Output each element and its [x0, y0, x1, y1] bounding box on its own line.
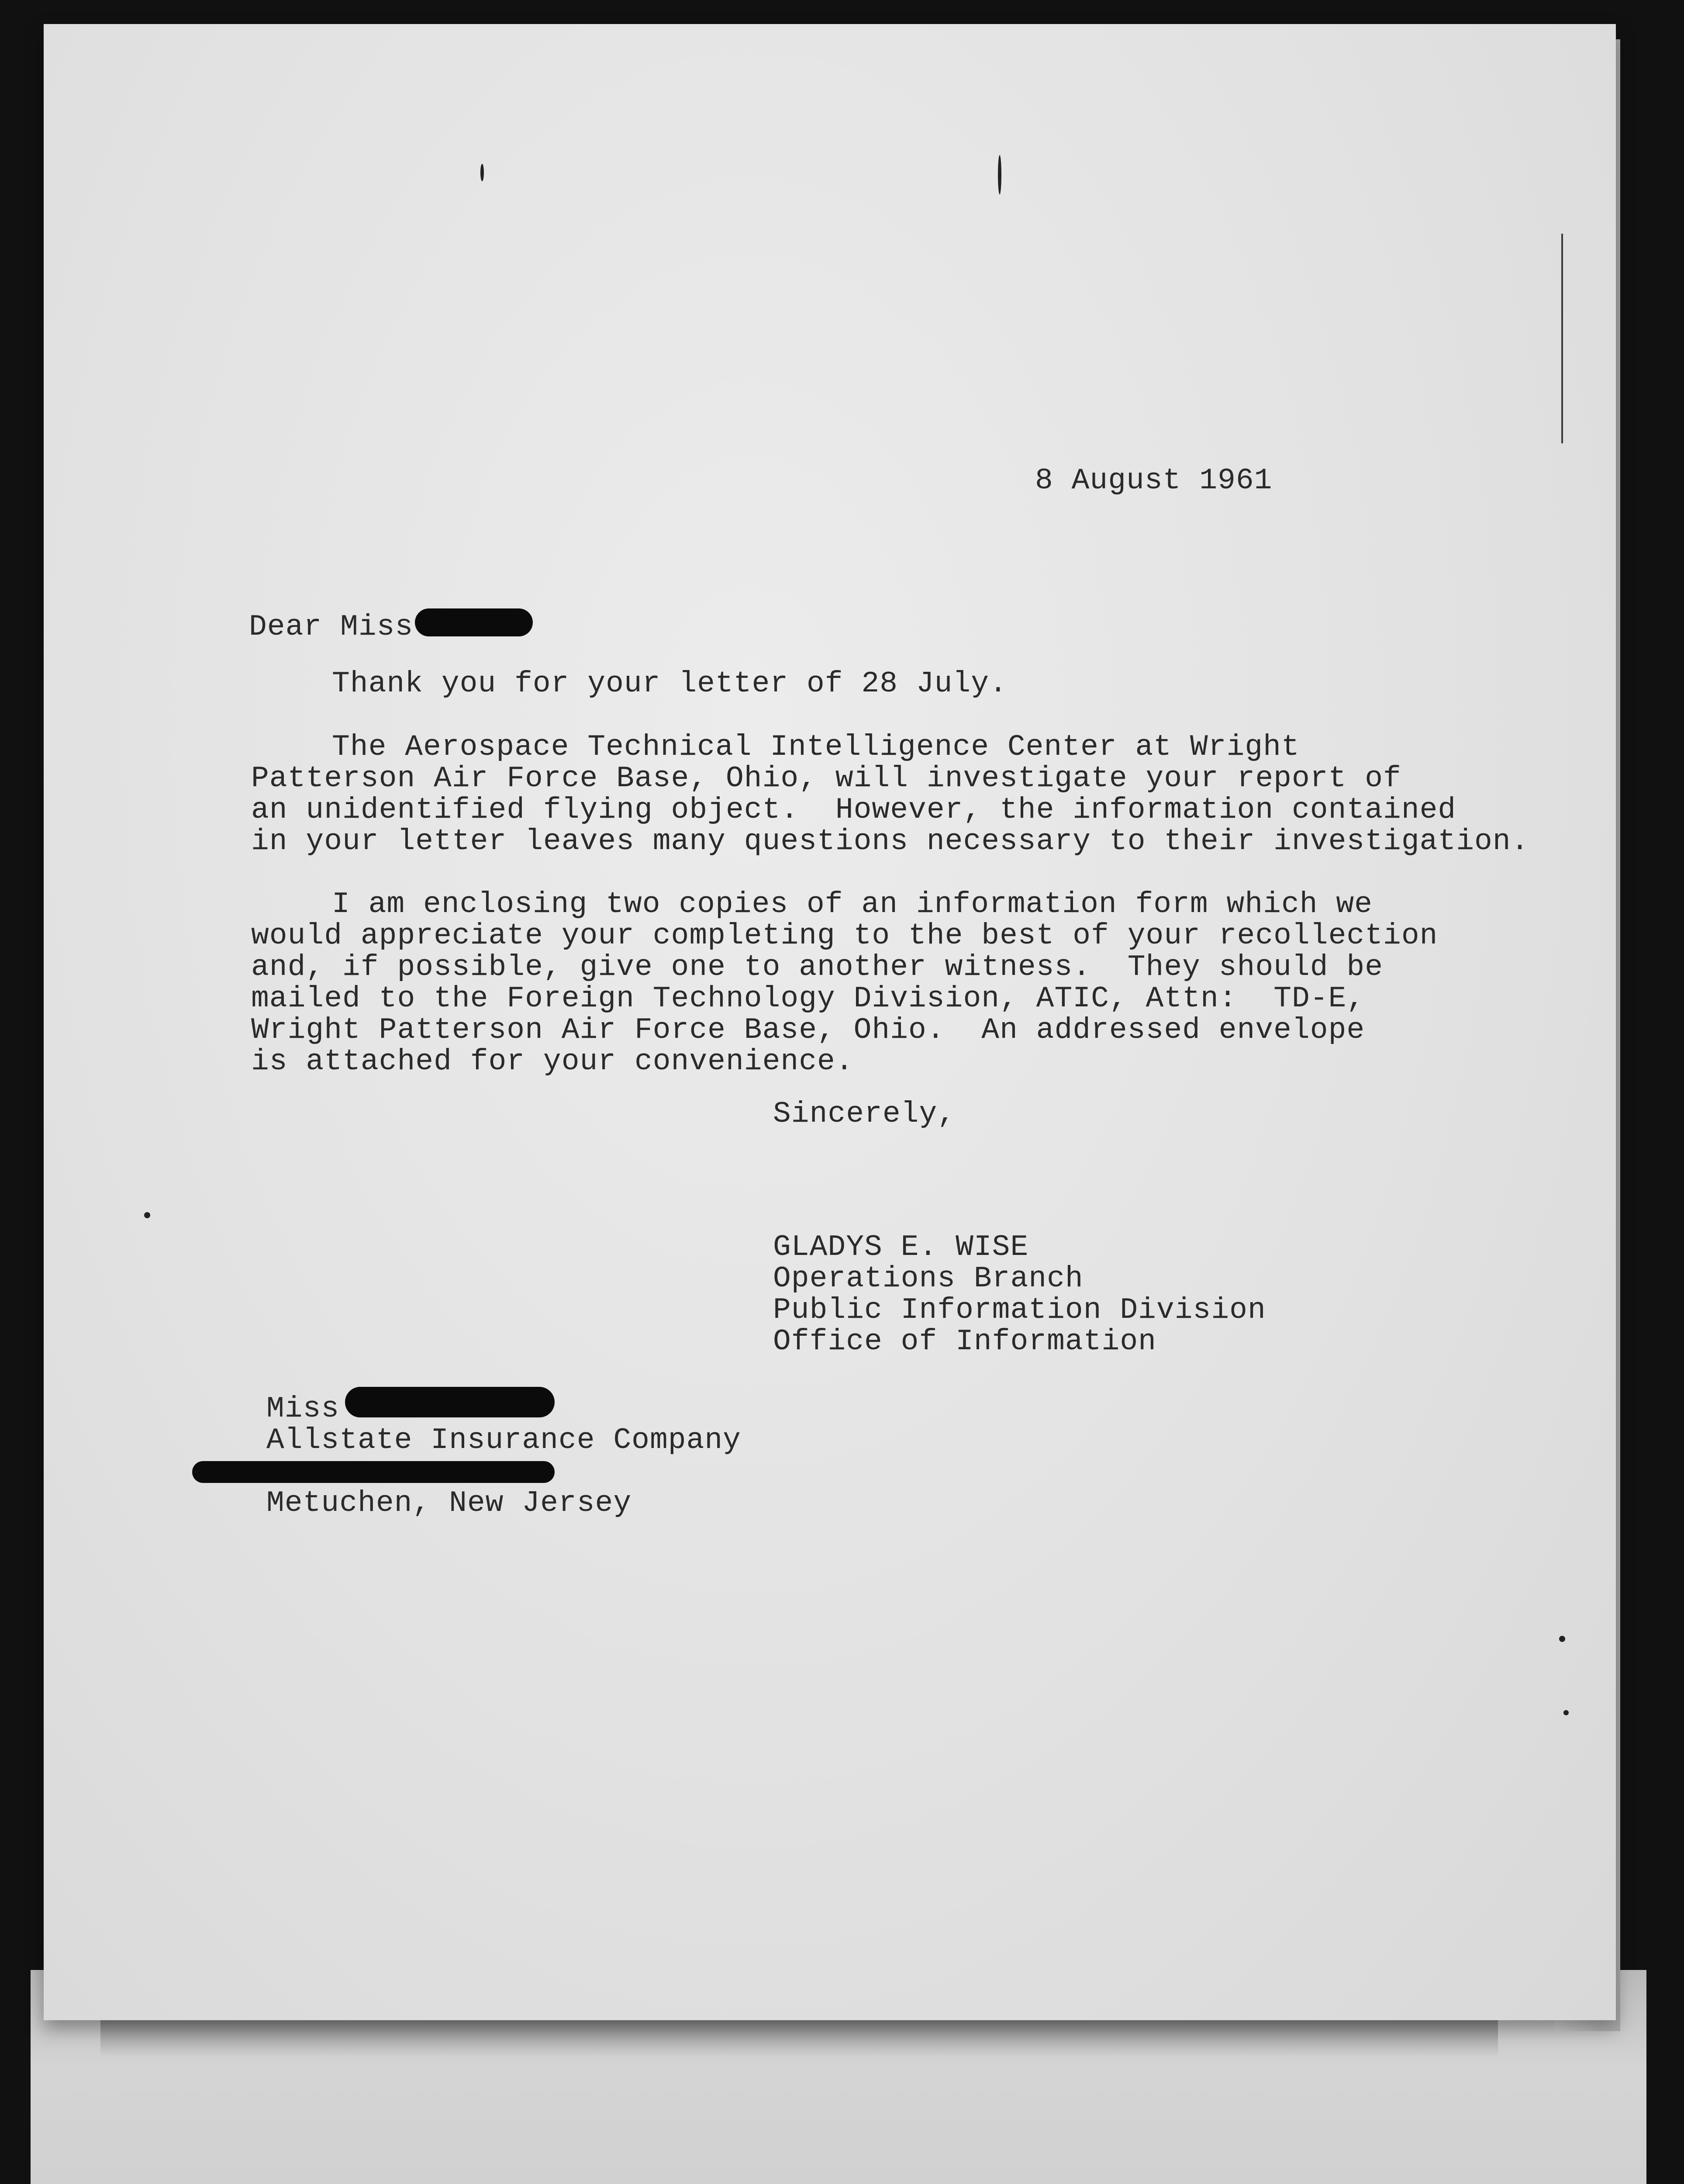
speck: [144, 1212, 150, 1218]
letter-date: 8 August 1961: [1035, 464, 1273, 498]
signature-division: Public Information Division: [773, 1293, 1266, 1327]
addressee-company: Allstate Insurance Company: [266, 1424, 741, 1457]
signature-name: GLADYS E. WISE: [773, 1230, 1029, 1264]
speck: [998, 155, 1001, 194]
margin-mark: [1561, 234, 1563, 443]
paragraph-2-line-1: The Aerospace Technical Intelligence Center at Wright: [332, 730, 1300, 764]
paragraph-2-line-3: an unidentified flying object. However, the information contained: [251, 793, 1456, 827]
redaction-bar: [345, 1387, 555, 1417]
speck: [1559, 1636, 1565, 1642]
paragraph-3-line-6: is attached for your convenience.: [251, 1045, 854, 1078]
closing: Sincerely,: [773, 1097, 956, 1131]
speck: [1563, 1710, 1569, 1715]
salutation: Dear Miss: [249, 610, 414, 644]
signature-branch: Operations Branch: [773, 1262, 1084, 1296]
paragraph-3-line-5: Wright Patterson Air Force Base, Ohio. An addressed envelope: [251, 1013, 1365, 1047]
redaction-bar: [192, 1461, 555, 1483]
paragraph-3-line-1: I am enclosing two copies of an information form which we: [332, 888, 1373, 921]
paragraph-2-line-2: Patterson Air Force Base, Ohio, will investigate your report of: [251, 762, 1401, 795]
signature-office: Office of Information: [773, 1325, 1156, 1358]
paragraph-3-line-4: mailed to the Foreign Technology Division, ATIC, Attn: TD-E,: [251, 982, 1365, 1016]
speck: [480, 164, 484, 181]
paragraph-2-line-4: in your letter leaves many questions necessary to their investigation.: [251, 825, 1529, 858]
letter-page: [44, 24, 1616, 2020]
redaction-bar: [415, 608, 533, 636]
addressee-city: Metuchen, New Jersey: [266, 1486, 632, 1520]
paragraph-3-line-3: and, if possible, give one to another witness. They should be: [251, 950, 1384, 984]
paragraph-1-line-1: Thank you for your letter of 28 July.: [332, 667, 1008, 701]
paragraph-3-line-2: would appreciate your completing to the best of your recollection: [251, 919, 1438, 953]
addressee-title: Miss: [266, 1392, 340, 1426]
